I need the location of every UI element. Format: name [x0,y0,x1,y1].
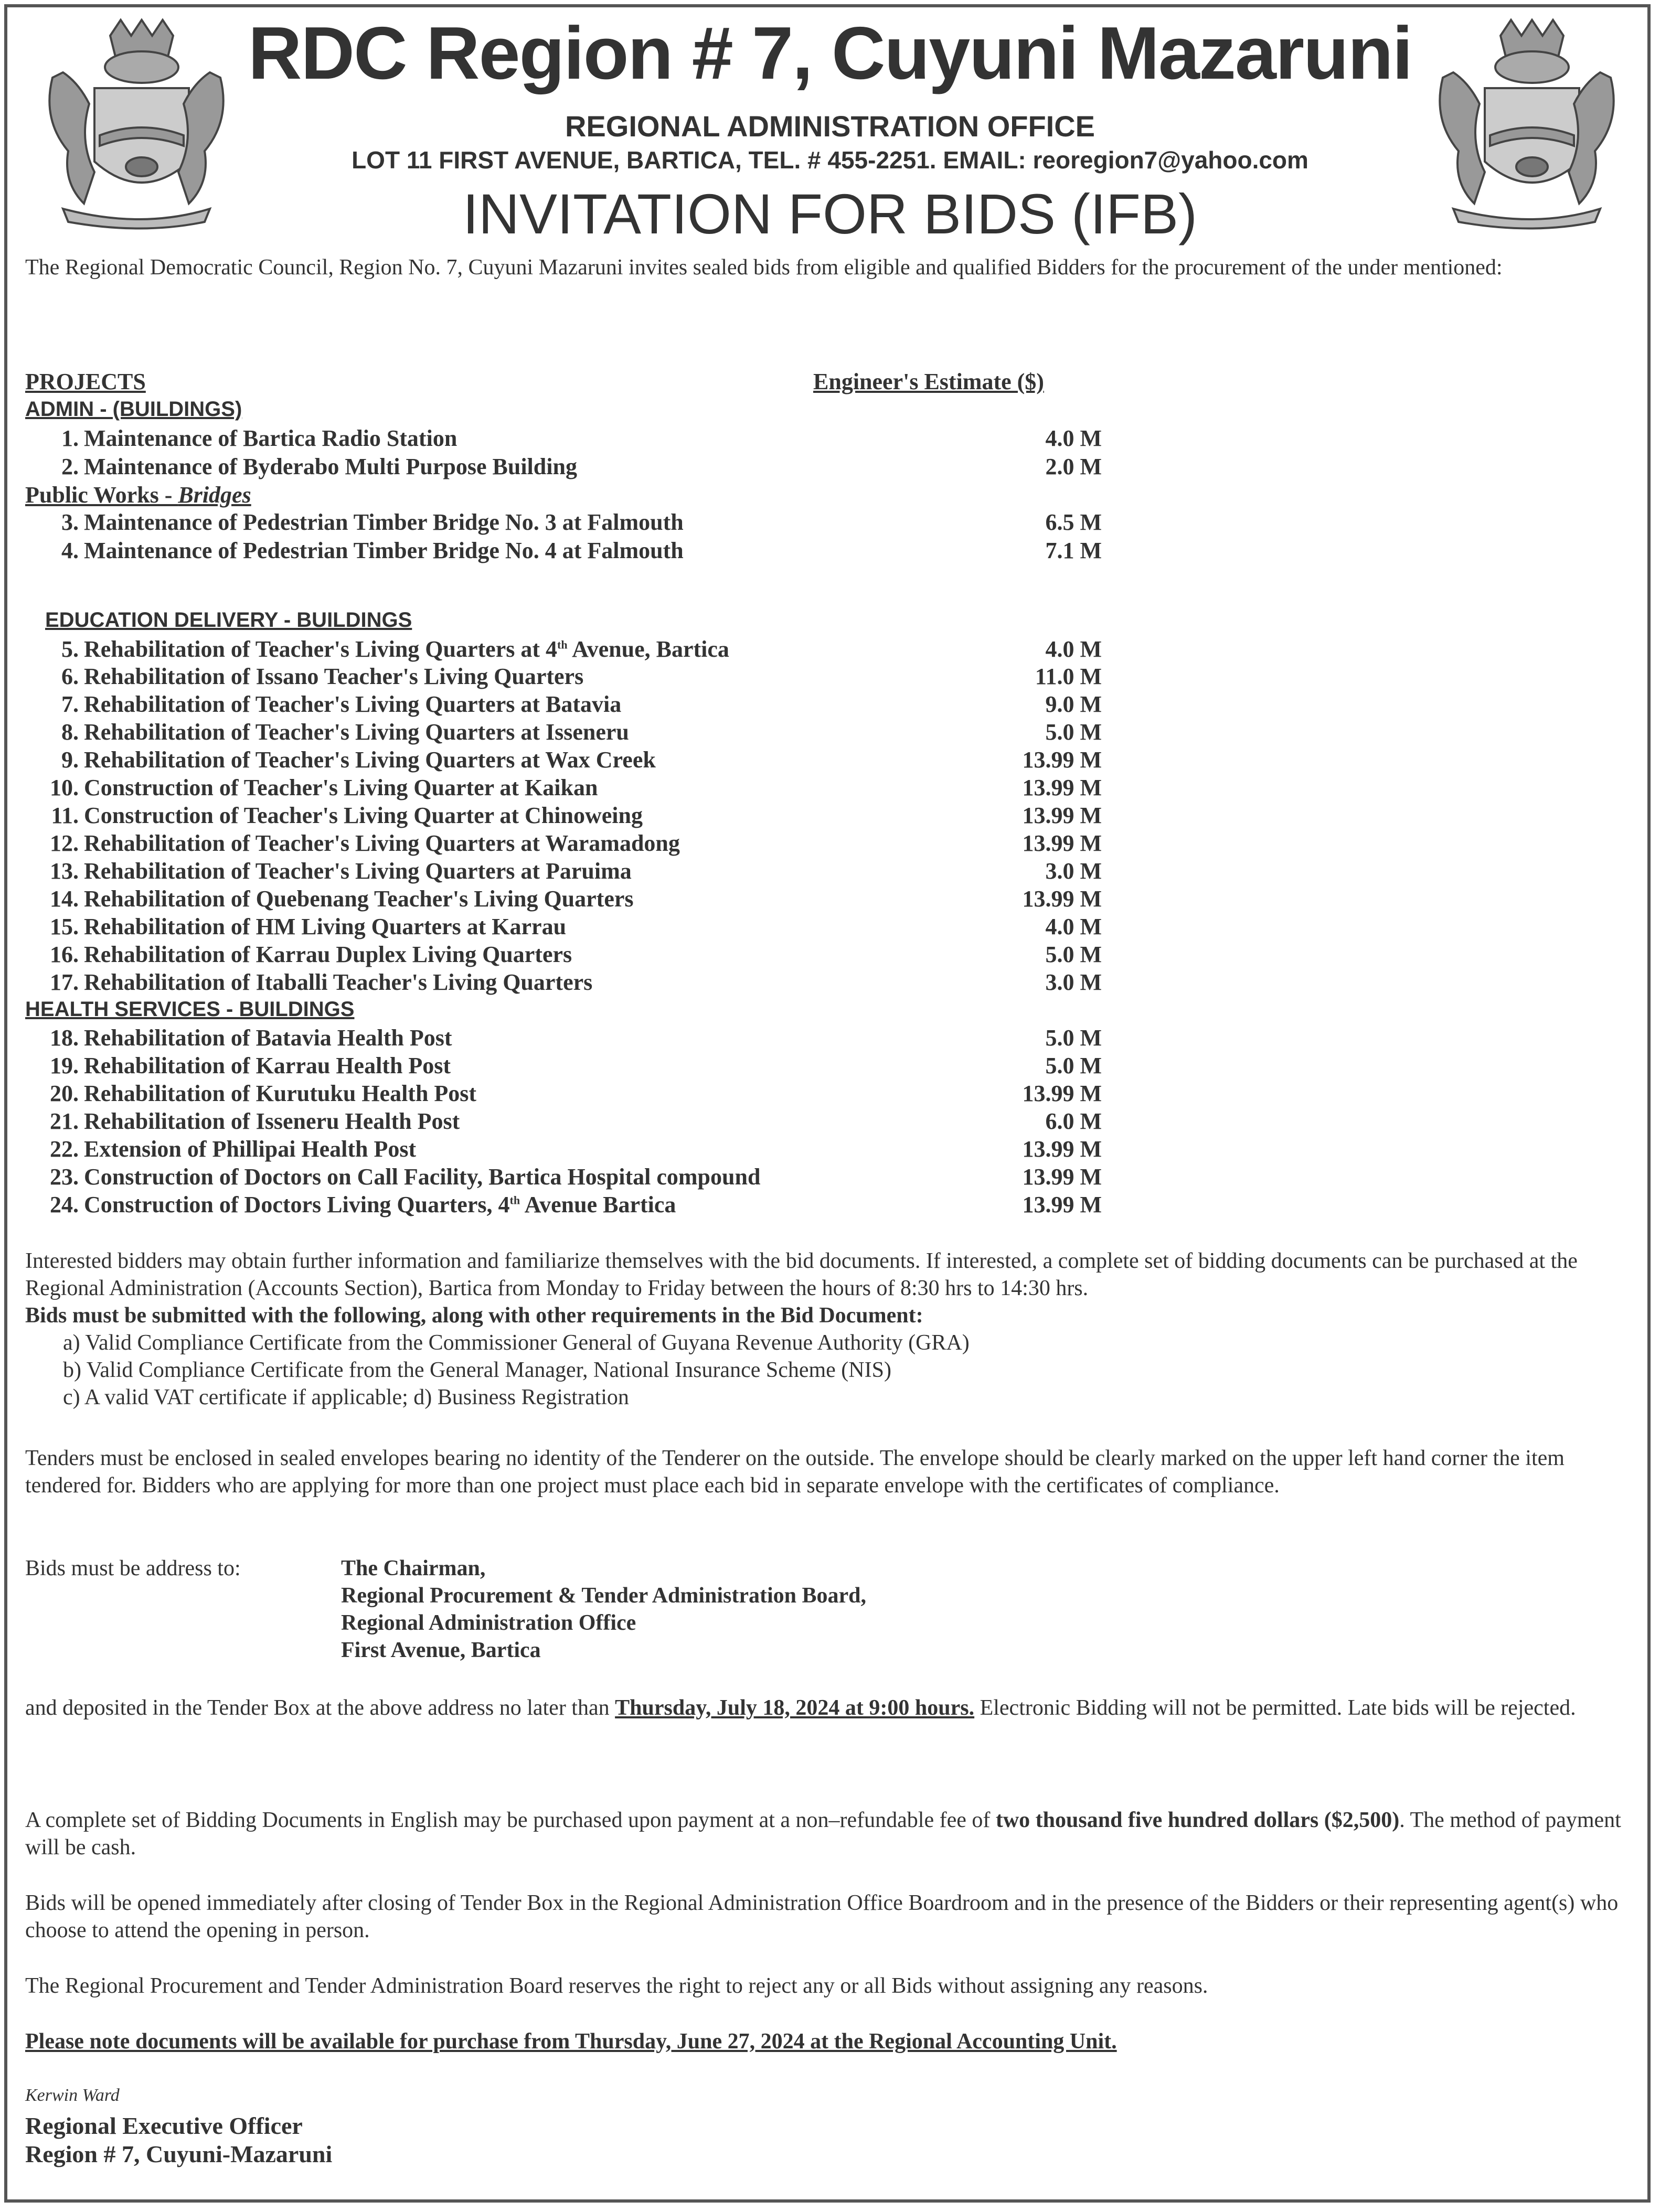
address-label: Bids must be address to: [25,1556,241,1580]
col-estimate-header: Engineer's Estimate ($) [813,369,1044,394]
project-estimate: 13.99 M [1022,775,1102,800]
project-number: 12. [50,830,79,856]
project-number: 13. [50,858,79,884]
project-estimate: 4.0 M [1045,636,1102,662]
project-number: 24. [50,1192,79,1217]
reserve-paragraph: The Regional Procurement and Tender Administration Board reserves the right to reject any or all Bids without assigning any reasons. [25,1974,1208,1998]
project-number: 15. [50,914,79,939]
project-description: Rehabilitation of Karrau Duplex Living Quarters [84,942,572,967]
signature-name: Kerwin Ward [25,2086,120,2105]
project-number: 3. [61,509,79,535]
project-estimate: 4.0 M [1045,914,1102,939]
requirement-a: a) Valid Compliance Certificate from the Commissioner General of Guyana Revenue Authority (GRA) [63,1331,970,1355]
project-estimate: 6.5 M [1045,509,1102,535]
project-description: Rehabilitation of Kurutuku Health Post [84,1081,477,1106]
project-number: 19. [50,1053,79,1078]
deposit-paragraph: and deposited in the Tender Box at the above address no later than Thursday, July 18, 2024 at 9:00 hours. Electronic Bidding will not be permitted. Late bids will be rejected. [25,1696,1576,1720]
section-education: EDUCATION DELIVERY - BUILDINGS [45,608,412,632]
project-description: Maintenance of Byderabo Multi Purpose Building [84,454,577,479]
project-description: Maintenance of Pedestrian Timber Bridge No. 3 at Falmouth [84,509,684,535]
project-number: 18. [50,1025,79,1051]
project-description: Rehabilitation of Teacher's Living Quarters at Isseneru [84,719,629,745]
project-estimate: 13.99 M [1022,1164,1102,1190]
project-number: 20. [50,1081,79,1106]
project-number: 5. [61,636,79,662]
project-number: 1. [61,425,79,451]
fee-paragraph: A complete set of Bidding Documents in English may be purchased upon payment at a non–refundable fee of two thousand five hundred dollars ($2,500). The method of payment will be cash. [25,1808,1621,1860]
project-description: Extension of Phillipai Health Post [84,1136,417,1162]
address-line-2: Regional Procurement & Tender Administration Board, [341,1584,867,1608]
project-estimate: 13.99 M [1022,803,1102,828]
project-description: Construction of Doctors on Call Facility, Bartica Hospital compound [84,1164,761,1190]
address-line-1: The Chairman, [341,1556,486,1580]
project-estimate: 3.0 M [1045,858,1102,884]
info-paragraph: Interested bidders may obtain further information and familiarize themselves with the bid documents. If interested, a complete set of bidding documents can be purchased at the Regional Administration (Accounts Section), Bartica from Monday to Friday between the hours of 8:30 hrs to 14:30 hrs. [25,1249,1578,1300]
project-description: Rehabilitation of Issano Teacher's Living Quarters [84,664,584,689]
availability-note: Please note documents will be available for purchase from Thursday, June 27, 2024 at the Regional Accounting Unit. [25,2029,1117,2054]
project-description: Rehabilitation of Karrau Health Post [84,1053,451,1078]
project-estimate: 5.0 M [1045,1025,1102,1051]
requirement-c-d: c) A valid VAT certificate if applicable; d) Business Registration [63,1385,629,1409]
project-description: Rehabilitation of Quebenang Teacher's Living Quarters [84,886,634,912]
project-description: Maintenance of Bartica Radio Station [84,425,457,451]
project-number: 8. [61,719,79,745]
deadline: Thursday, July 18, 2024 at 9:00 hours. [615,1696,975,1720]
project-number: 17. [50,969,79,995]
tenders-paragraph: Tenders must be enclosed in sealed envelopes bearing no identity of the Tenderer on the outside. The envelope should be clearly marked on the upper left hand corner the item tendered for. Bidders who are applying for more than one project must place each bid in separate envelope with the certificates of compliance. [25,1446,1565,1498]
project-description: Rehabilitation of Isseneru Health Post [84,1108,460,1134]
signature-title: Regional Executive Officer [25,2112,303,2139]
project-estimate: 11.0 M [1035,664,1102,689]
section-health: HEALTH SERVICES - BUILDINGS [25,998,355,1021]
project-number: 7. [61,691,79,717]
project-estimate: 7.1 M [1045,538,1102,563]
project-description: Maintenance of Pedestrian Timber Bridge No. 4 at Falmouth [84,538,684,563]
project-estimate: 2.0 M [1045,454,1102,479]
requirements-heading: Bids must be submitted with the following, along with other requirements in the Bid Document: [25,1303,923,1328]
ifb-title: INVITATION FOR BIDS (IFB) [463,182,1197,245]
project-number: 21. [50,1108,79,1134]
project-number: 4. [61,538,79,563]
address-line-4: First Avenue, Bartica [341,1638,541,1662]
project-estimate: 5.0 M [1045,719,1102,745]
project-number: 14. [50,886,79,912]
office-address: LOT 11 FIRST AVENUE, BARTICA, TEL. # 455-2251. EMAIL: reoregion7@yahoo.com [352,146,1308,174]
project-estimate: 13.99 M [1022,1136,1102,1162]
signature-region: Region # 7, Cuyuni-Mazaruni [25,2141,333,2167]
project-description: Rehabilitation of Teacher's Living Quarters at 4th Avenue, Bartica [84,636,729,662]
project-number: 23. [50,1164,79,1190]
project-estimate: 13.99 M [1022,830,1102,856]
project-description: Rehabilitation of Teacher's Living Quarters at Waramadong [84,830,680,856]
project-estimate: 13.99 M [1022,747,1102,773]
project-estimate: 9.0 M [1045,691,1102,717]
page-title: RDC Region # 7, Cuyuni Mazaruni [248,12,1412,95]
project-description: Rehabilitation of Batavia Health Post [84,1025,452,1051]
project-number: 16. [50,942,79,967]
project-number: 22. [50,1136,79,1162]
project-description: Rehabilitation of Teacher's Living Quarters at Paruima [84,858,632,884]
col-projects-header: PROJECTS [25,369,146,394]
project-estimate: 5.0 M [1045,1053,1102,1078]
project-description: Construction of Doctors Living Quarters, 4th Avenue Bartica [84,1192,676,1217]
project-number: 2. [61,454,79,479]
project-description: Rehabilitation of Teacher's Living Quarters at Batavia [84,691,622,717]
project-number: 9. [61,747,79,773]
project-number: 10. [50,775,79,800]
project-description: Construction of Teacher's Living Quarter at Kaikan [84,775,598,800]
project-estimate: 5.0 M [1045,942,1102,967]
intro-paragraph: The Regional Democratic Council, Region No. 7, Cuyuni Mazaruni invites sealed bids from eligible and qualified Bidders for the procurement of the under mentioned: [25,255,1503,280]
address-line-3: Regional Administration Office [341,1611,636,1635]
project-description: Rehabilitation of HM Living Quarters at Karrau [84,914,567,939]
office-subtitle: REGIONAL ADMINISTRATION OFFICE [565,110,1095,143]
project-estimate: 4.0 M [1045,425,1102,451]
fee-amount: two thousand five hundred dollars ($2,500) [995,1808,1400,1832]
section-admin: ADMIN - (BUILDINGS) [25,398,242,421]
project-estimate: 13.99 M [1022,1081,1102,1106]
requirement-b: b) Valid Compliance Certificate from the General Manager, National Insurance Scheme (NIS) [63,1358,891,1382]
project-number: 6. [61,664,79,689]
project-description: Rehabilitation of Teacher's Living Quarters at Wax Creek [84,747,656,773]
project-estimate: 13.99 M [1022,1192,1102,1217]
project-estimate: 3.0 M [1045,969,1102,995]
project-estimate: 6.0 M [1045,1108,1102,1134]
opening-paragraph: Bids will be opened immediately after closing of Tender Box in the Regional Administration Office Boardroom and in the presence of the Bidders or their representing agent(s) who choose to attend the opening in person. [25,1891,1619,1942]
project-number: 11. [51,803,79,828]
project-description: Construction of Teacher's Living Quarter at Chinoweing [84,803,643,828]
section-public-works: Public Works - Bridges [25,482,251,508]
project-description: Rehabilitation of Itaballi Teacher's Living Quarters [84,969,593,995]
project-estimate: 13.99 M [1022,886,1102,912]
